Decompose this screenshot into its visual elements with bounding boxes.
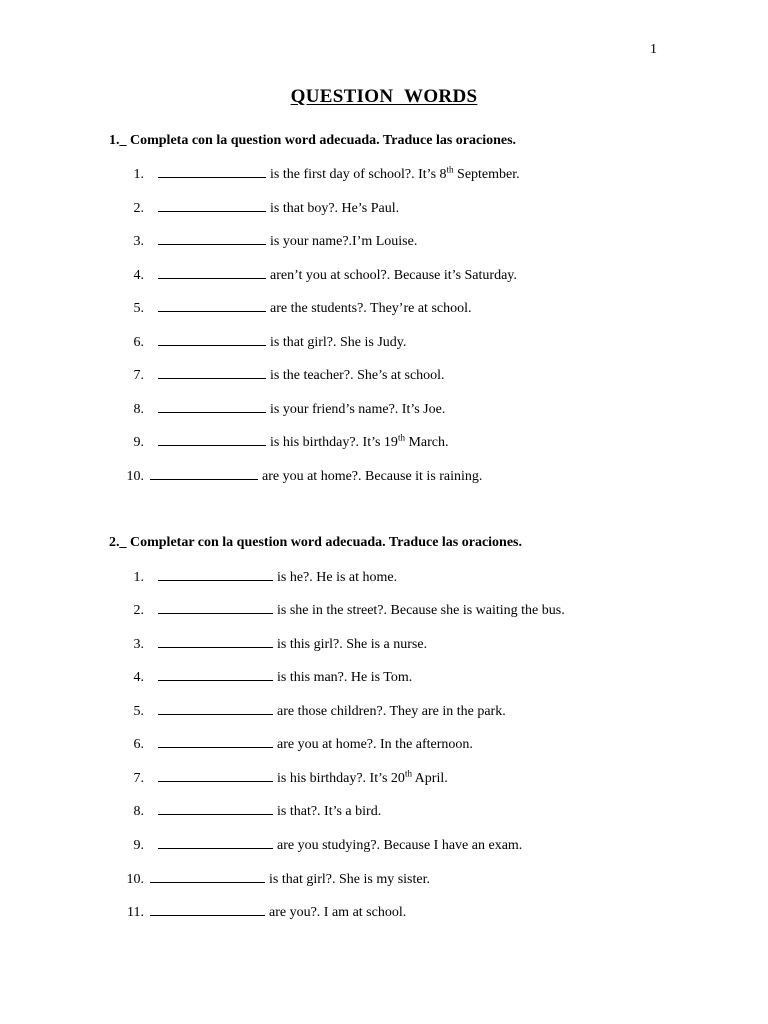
list-item <box>0 769 448 787</box>
answer-blank[interactable] <box>158 735 273 748</box>
item-text: are you at home?. Because it is raining. <box>262 469 483 484</box>
list-item <box>0 333 406 351</box>
section-1-heading: 1._ Completa con la question word adecuada. Traduce las oraciones. <box>109 133 517 148</box>
item-number: 8. <box>133 804 144 819</box>
item-text: is he?. He is at home. <box>277 570 398 585</box>
list-item <box>0 232 417 250</box>
list-item <box>0 299 472 317</box>
item-number: 10. <box>126 872 144 887</box>
answer-blank[interactable] <box>158 568 273 581</box>
item-text-end: September. <box>453 167 520 182</box>
answer-blank[interactable] <box>158 333 266 346</box>
item-text: are you?. I am at school. <box>269 905 407 920</box>
answer-blank[interactable] <box>150 903 265 916</box>
answer-blank[interactable] <box>158 165 266 178</box>
item-number: 2. <box>133 201 144 216</box>
answer-blank[interactable] <box>158 836 273 849</box>
item-text: is that?. It’s a bird. <box>277 804 382 819</box>
list-item <box>0 266 517 284</box>
item-number: 2. <box>133 603 144 618</box>
item-text: is your friend’s name?. It’s Joe. <box>270 402 446 417</box>
answer-blank[interactable] <box>158 802 273 815</box>
answer-blank[interactable] <box>158 601 273 614</box>
list-item <box>0 802 381 820</box>
item-text: is that girl?. She is my sister. <box>269 872 430 887</box>
answer-blank[interactable] <box>158 199 266 212</box>
answer-blank[interactable] <box>158 635 273 648</box>
item-text: is the first day of school?. It’s 8 <box>270 167 447 182</box>
answer-blank[interactable] <box>158 232 266 245</box>
item-number: 9. <box>133 838 144 853</box>
answer-blank[interactable] <box>150 467 258 480</box>
item-text: is she in the street?. Because she is waiting the bus. <box>277 603 565 618</box>
item-number: 3. <box>133 637 144 652</box>
item-superscript: th <box>404 768 412 779</box>
item-text: is his birthday?. It’s 20 <box>277 771 405 786</box>
item-text: are you at home?. In the afternoon. <box>277 737 473 752</box>
answer-blank[interactable] <box>158 702 273 715</box>
list-item <box>0 668 412 686</box>
item-number: 6. <box>133 335 144 350</box>
list-item <box>0 870 430 888</box>
item-number: 7. <box>133 368 144 383</box>
item-number: 6. <box>133 737 144 752</box>
item-text: is his birthday?. It’s 19 <box>270 435 398 450</box>
item-text: is this man?. He is Tom. <box>277 670 413 685</box>
item-text: is the teacher?. She’s at school. <box>270 368 445 383</box>
list-item <box>0 601 565 619</box>
item-text: is this girl?. She is a nurse. <box>277 637 428 652</box>
page-number: 1 <box>650 42 657 57</box>
item-number: 9. <box>133 435 144 450</box>
list-item <box>0 903 406 921</box>
item-number: 5. <box>133 301 144 316</box>
list-item <box>0 433 449 451</box>
item-number: 11. <box>127 905 144 920</box>
answer-blank[interactable] <box>158 400 266 413</box>
item-text: are you studying?. Because I have an exam. <box>277 838 523 853</box>
list-item <box>0 400 445 418</box>
answer-blank[interactable] <box>158 299 266 312</box>
item-number: 4. <box>133 670 144 685</box>
list-item <box>0 199 399 217</box>
answer-blank[interactable] <box>158 266 266 279</box>
section-2-heading: 2._ Completar con la question word adecuada. Traduce las oraciones. <box>109 535 523 550</box>
item-number: 10. <box>126 469 144 484</box>
list-item <box>0 165 520 183</box>
item-text: is that girl?. She is Judy. <box>270 335 407 350</box>
answer-blank[interactable] <box>158 668 273 681</box>
item-text: are those children?. They are in the park. <box>277 704 506 719</box>
list-item <box>0 467 482 485</box>
item-number: 5. <box>133 704 144 719</box>
answer-blank[interactable] <box>150 870 265 883</box>
item-number: 3. <box>133 234 144 249</box>
item-number: 1. <box>133 167 144 182</box>
item-superscript: th <box>397 432 405 443</box>
answer-blank[interactable] <box>158 769 273 782</box>
item-number: 7. <box>133 771 144 786</box>
answer-blank[interactable] <box>158 366 266 379</box>
item-text-end: March. <box>404 435 449 450</box>
item-number: 8. <box>133 402 144 417</box>
list-item <box>0 635 427 653</box>
item-text: aren’t you at school?. Because it’s Saturday. <box>270 268 517 283</box>
list-item <box>0 836 522 854</box>
page-title: QUESTION WORDS <box>290 86 478 107</box>
list-item <box>0 702 506 720</box>
item-superscript: th <box>446 164 454 175</box>
list-item <box>0 568 397 586</box>
item-number: 4. <box>133 268 144 283</box>
item-number: 1. <box>133 570 144 585</box>
item-text: is that boy?. He’s Paul. <box>270 201 400 216</box>
item-text: is your name?.I’m Louise. <box>270 234 418 249</box>
list-item <box>0 735 473 753</box>
item-text: are the students?. They’re at school. <box>270 301 472 316</box>
item-text-end: April. <box>411 771 448 786</box>
list-item <box>0 366 445 384</box>
answer-blank[interactable] <box>158 433 266 446</box>
